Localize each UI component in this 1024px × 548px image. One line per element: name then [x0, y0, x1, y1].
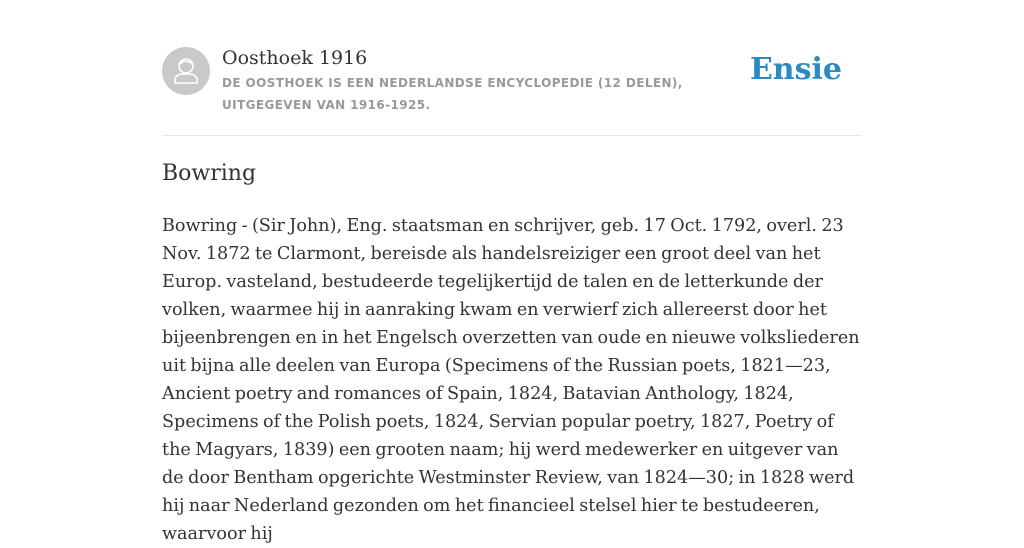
- divider: [162, 135, 862, 136]
- entry-title: Bowring: [162, 161, 257, 186]
- avatar[interactable]: [162, 47, 210, 95]
- source-description: DE OOSTHOEK IS EEN NEDERLANDSE ENCYCLOPEDIE (12 DELEN), UITGEGEVEN VAN 1916-1925.: [222, 76, 683, 112]
- entry-body: Bowring - (Sir John), Eng. staatsman en schrijver, geb. 17 Oct. 1792, overl. 23 Nov. 1872 te Clarmont, bereisde als handelsreiziger een groot deel van het Europ. vasteland, bestudeerde tegelijkertijd de talen en de letterkunde der volken, waarmee hij in aanraking kwam en verwierf zich allereerst door het bijeenbrengen en in het Engelsch overzetten van oude en nieuwe volksliederen uit bijna alle deelen van Europa (Specimens of the Russian poets, 1821—23, Ancient poetry and romances of Spain, 1824, Batavian Anthology, 1824, Specimens of the Polish poets, 1824, Servian popular poetry, 1827, Poetry of the Magyars, 1839) een grooten naam; hij werd medewerker en uitgever van de door Bentham opgerichte Westminster Review, van 1824—30; in 1828 werd hij naar Nederland gezonden om het financieel stelsel hier te bestudeeren, waarvoor hij: [162, 216, 860, 544]
- user-icon: [162, 47, 210, 95]
- source-title[interactable]: Oosthoek 1916: [222, 47, 368, 69]
- brand-logo[interactable]: Ensie: [749, 52, 842, 87]
- source-header: [162, 46, 862, 136]
